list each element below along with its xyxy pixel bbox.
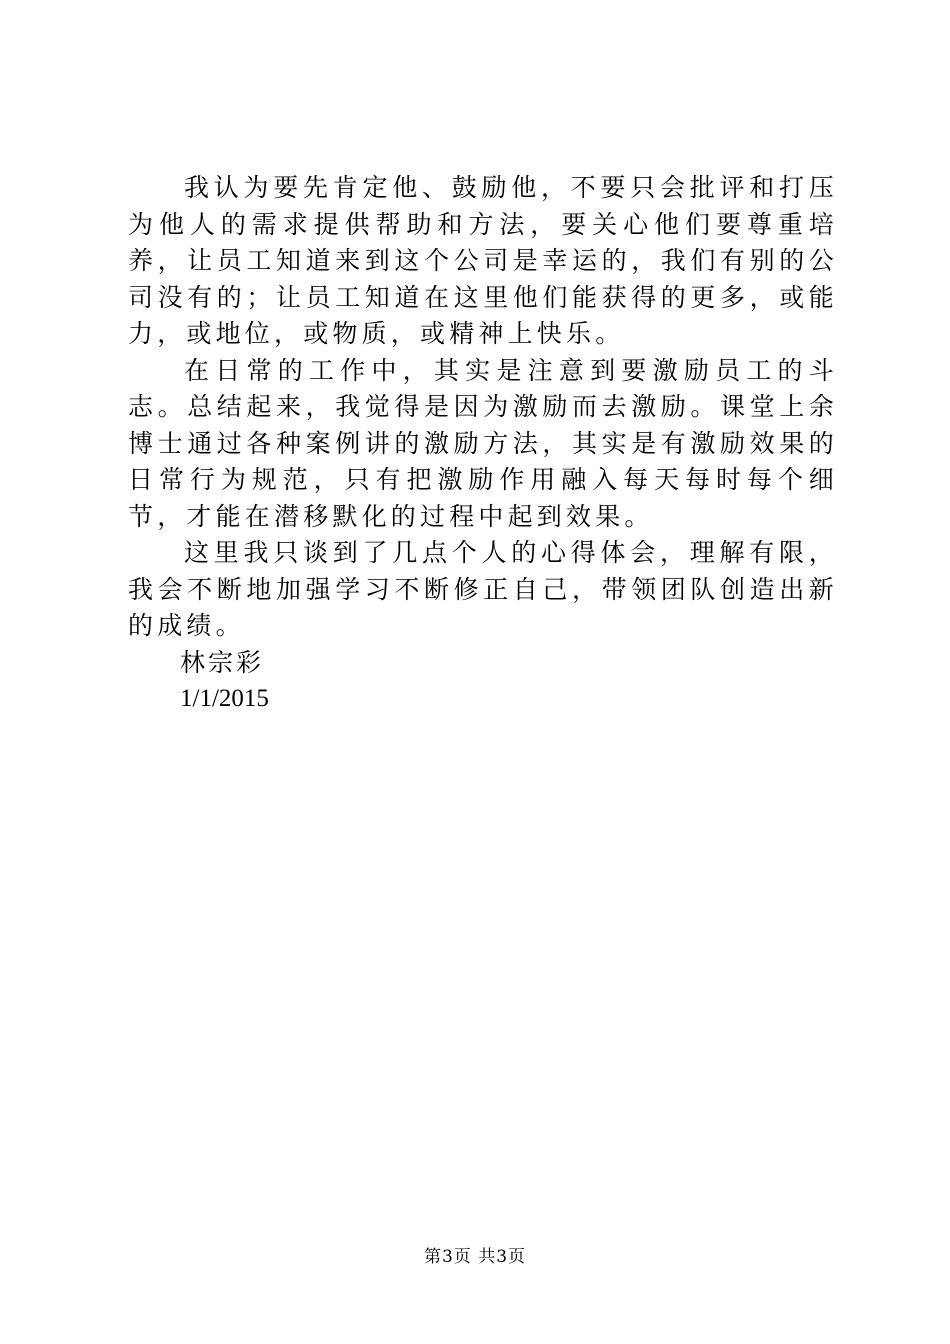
signature-date: 1/1/2015 — [180, 685, 269, 712]
signature-name: 林宗彩 — [180, 647, 265, 677]
document-body — [128, 170, 838, 718]
page-footer: 第3页 共3页 — [423, 1247, 527, 1267]
paragraph-3: 这里我只谈到了几点个人的心得体会，理解有限，我会不断地加强学习不断修正自己，带领团队创造出新的成绩。 — [128, 538, 838, 640]
paragraph-1: 我认为要先肯定他、鼓励他，不要只会批评和打压为他人的需求提供帮助和方法，要关心他们要尊重培养，让员工知道来到这个公司是幸运的，我们有别的公司没有的；让员工知道在这里他们能获得的更多，或能力，或地位，或物质，或精神上快乐。 — [128, 173, 838, 348]
paragraph-2: 在日常的工作中，其实是注意到要激励员工的斗志。总结起来，我觉得是因为激励而去激励。课堂上余博士通过各种案例讲的激励方法，其实是有激励效果的日常行为规范，只有把激励作用融入每天每时每个细节，才能在潜移默化的过程中起到效果。 — [128, 355, 838, 531]
